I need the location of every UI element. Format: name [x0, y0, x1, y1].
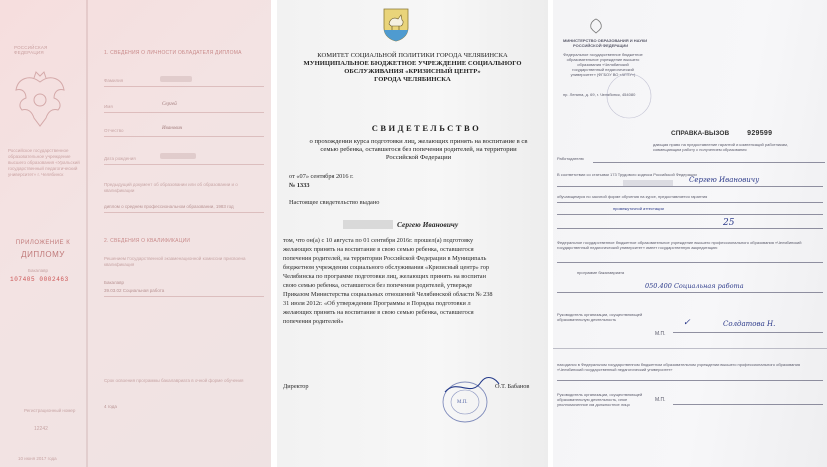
prev-doc-label: Предыдущий документ об образовании или об образовании и о квалификации [104, 182, 238, 193]
official-stamp-icon [437, 372, 507, 426]
rule [593, 162, 825, 163]
institution-text: Российское государственное образовательное учреждение высшего образования «Уральский государственный педагогический университет» г. Челябинск [8, 148, 80, 177]
body-line-1: том, что он(а) с 10 августа по 01 сентября 2016г. прошел(а) подготовку [283, 237, 474, 244]
qualification-text: Решением Государственной экзаменационной комиссии присвоена квалификация [104, 256, 246, 267]
director-name: О.Т. Бабанов [495, 383, 530, 390]
rule [557, 214, 823, 215]
name-value: Сергей [162, 102, 177, 107]
body-line-6: свою семью ребенка, оставшегося без попечения родителей, утвержде [283, 282, 472, 289]
mp-label: М.П. [655, 331, 666, 337]
cut-line [553, 348, 827, 349]
committee-title: КОМИТЕТ СОЦИАЛЬНОЙ ПОЛИТИКИ ГОРОДА ЧЕЛЯБИНСКА [317, 52, 508, 59]
university-address: пр. Ленина, д. 69, г. Челябинск, 454080 [563, 92, 636, 97]
employer-label: Работодателю [557, 156, 584, 161]
certificate-photo [277, 0, 548, 467]
rule [104, 164, 264, 165]
head-signature-label: Руководитель организации, осуществляющей образовательную деятельность [557, 312, 643, 322]
stamp-mp: М.П. [457, 400, 468, 405]
reference-photo [553, 0, 827, 467]
university-name: Федеральное государственное бюджетное образовательное учреждение высшего образования «Челябинский государственный педагогический университет» (ФГБОУ ВО «ЧГПУ») [563, 52, 643, 77]
body-line-8: 31 июля 2012г. «Об утверждении Программы и Порядка подготовки л [283, 300, 471, 307]
section-1-title: 1. СВЕДЕНИЯ О ЛИЧНОСТИ ОБЛАДАТЕЛЯ ДИПЛОМА [104, 50, 242, 56]
patronymic-label: Отчество [104, 128, 124, 133]
reference-number: 929599 [747, 130, 773, 138]
signature: ✓ [683, 318, 691, 328]
body-line-4: бюджетном учреждении социального обслуживания «Кризисный центр» гор [283, 264, 490, 271]
patronymic-value: Иванович [162, 126, 183, 131]
seal-icon [603, 70, 655, 122]
body-line-10: попечения родителей» [283, 318, 344, 325]
institution-title-3: ГОРОДА ЧЕЛЯБИНСКА [374, 76, 451, 83]
rule [673, 404, 823, 405]
body-line-9: желающих принять на воспитание в свою семью ребенка, оставшегося [283, 309, 474, 316]
rule [673, 332, 823, 333]
director-label: Директор [283, 383, 309, 390]
university-text: Федеральное государственное бюджетное образовательное учреждение высшего профессионального образования «Челябинский государственный педагогический университет» имеет государственную аккредитацию [557, 240, 802, 250]
rule [104, 296, 264, 297]
qualification-value: Бакалавр [104, 280, 125, 285]
duration-value: 4 года [104, 404, 117, 409]
handwritten-name: Сергею Ивановичу [689, 176, 760, 184]
institution-title-1: МУНИЦИПАЛЬНОЕ БЮДЖЕТНОЕ УЧРЕЖДЕНИЕ СОЦИАЛЬНОГО [303, 60, 522, 67]
article-text: В соответствии со статьями 173 Трудового кодекса Российской Федерации [557, 172, 697, 177]
mp-label-2: М.П. [655, 397, 666, 403]
coat-of-arms-icon [12, 70, 68, 130]
birthdate-label: Дата рождения [104, 156, 136, 161]
rule [104, 112, 264, 113]
days-value: 25 [723, 218, 735, 228]
chelyabinsk-emblem-icon [383, 8, 409, 42]
footer-text-1: находился в Федеральном государственном бюджетном образовательном учреждении высшего профессионального образования «Челябинский государственный педагогический университет» [557, 362, 800, 372]
reg-value: 12242 [34, 426, 48, 432]
certificate-number: № 1333 [289, 182, 310, 189]
country-label: РОССИЙСКАЯ ФЕДЕРАЦИЯ [14, 45, 48, 55]
series-number: 107405 0002463 [10, 276, 69, 283]
speciality-value: 39.03.02 Социальная работа [104, 288, 165, 293]
subtitle-line-3: Российской Федерации [385, 154, 452, 161]
certificate-title: СВИДЕТЕЛЬСТВО [371, 123, 482, 133]
rule [104, 212, 264, 213]
section-2-title: 2. СВЕДЕНИЯ О КВАЛИФИКАЦИИ [104, 238, 191, 244]
ministry-line-2: РОССИЙСКОЙ ФЕДЕРАЦИИ [573, 43, 629, 48]
duration-text: Срок освоения программы бакалавриата в очной форме обучения [104, 378, 244, 383]
body-line-5: Челябинска по программе подготовки лиц, желающих принять на воспитан [283, 273, 486, 280]
signer-handwritten: Солдатова Н. [723, 320, 776, 328]
ministry-emblem-icon [589, 18, 603, 34]
body-line-7: Приказом Министерства социальных отношений Челябинской области № 238 [283, 291, 493, 298]
certificate-date: от «07» сентября 2016 г. [289, 173, 354, 180]
rule [104, 86, 264, 87]
body-line-3: попечения родителей, на территории Российской Федерации в Муниципаль [283, 255, 487, 262]
diploma-word: ДИПЛОМУ [21, 250, 65, 259]
surname-redacted [623, 180, 673, 186]
rule [557, 380, 823, 381]
rule [557, 186, 823, 187]
institution-title-2: ОБСЛУЖИВАНИЯ «КРИЗИСНЫЙ ЦЕНТР» [344, 68, 481, 75]
body-line-2: желающих принять на воспитание в свою семью ребенка, оставшегося [283, 246, 474, 253]
program-text: программе бакалавриата [577, 270, 625, 275]
page-fold [86, 0, 88, 467]
subtitle-line-1: о прохождении курса подготовки лиц, желающих принять на воспитание в св [309, 138, 528, 145]
series-label: Бакалавр [28, 268, 49, 273]
reference-subtitle: дающая право на предоставление гарантий и компенсаций работникам, совмещающим работу с получением образования [653, 142, 788, 152]
speciality-handwritten: 050.400 Социальная работа [645, 282, 744, 290]
surname-redacted [343, 220, 393, 229]
footer-text-2: Руководитель организации, осуществляющей образовательную деятельность, иное уполномоченное им должностное лицо [557, 392, 643, 407]
diploma-appendix-photo [0, 0, 271, 467]
study-form-text: обучающемуся по заочной форме обучения на курсе, предоставляется гарантия [557, 194, 708, 199]
surname-redacted [160, 76, 192, 82]
rule [557, 228, 823, 229]
birthdate-redacted [160, 153, 196, 159]
reference-title: СПРАВКА-ВЫЗОВ [671, 130, 730, 137]
rule [557, 262, 823, 263]
prev-doc-value: диплом о среднем профессиональном образовании, 1983 год [104, 204, 234, 209]
rule [104, 136, 264, 137]
recipient-name: Сергею Ивановичу [397, 220, 459, 229]
appendix-title: ПРИЛОЖЕНИЕ К [15, 240, 71, 246]
rule [557, 202, 823, 203]
rule [557, 292, 823, 293]
ministry-line-1: МИНИСТЕРСТВО ОБРАЗОВАНИЯ И НАУКИ [563, 38, 648, 43]
issue-date: 10 июня 2017 года [18, 456, 57, 461]
name-label: Имя [104, 104, 113, 109]
surname-label: Фамилия [104, 78, 124, 83]
reg-label: Регистрационный номер [24, 408, 76, 413]
attestation-text: промежуточной аттестации [613, 206, 664, 211]
subtitle-line-2: семью ребенка, оставшегося без попечения родителей, на территории [320, 146, 517, 153]
issued-to-label: Настоящее свидетельство выдано [289, 199, 380, 206]
